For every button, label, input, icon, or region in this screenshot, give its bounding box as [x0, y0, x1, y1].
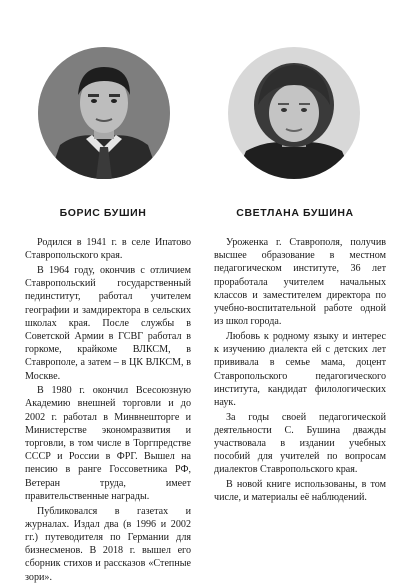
- bio-paragraph: За годы своей педагогической деятельности С. Бушина дважды участвовала в издании учебных пособий для учителей по вопросам диалектов Ставропольского края.: [214, 411, 386, 476]
- bio-paragraph: В 1964 году, окончив с отличием Ставропольский государственный пединститут, работал учителем географии и замдиректора в сельских школах края. После службы в Советской Армии в ГСВГ работал в горкоме, крайкоме ВЛКСМ, в Ставрополе, а затем – в ЦК ВЛКСМ, в Москве.: [25, 264, 191, 382]
- bio-paragraph: Любовь к родному языку и интерес к изучению диалекта ей с детских лет прививала в семье мама, доцент Ставропольского педагогического института, кандидат филологических наук.: [214, 330, 386, 408]
- bio-paragraph: Публиковался в газетах и журналах. Издал два (в 1996 и 2002 гг.) путеводителя по Германии для бизнесменов. В 2018 г. вышел его сборник стихов и рассказов «Степные зори».: [25, 505, 191, 583]
- portrait-boris: [38, 47, 170, 179]
- author-name-boris: БОРИС БУШИН: [59, 207, 147, 219]
- author-name-svetlana: СВЕТЛАНА БУШИНА: [236, 207, 354, 219]
- portrait-svetlana: [228, 47, 360, 179]
- bio-paragraph: В новой книге использованы, в том числе, и материалы её наблюдений.: [214, 479, 386, 504]
- bio-svetlana: [214, 236, 386, 506]
- bio-boris: [25, 236, 191, 585]
- bio-paragraph: Родился в 1941 г. в селе Ипатово Ставропольского края.: [25, 237, 191, 262]
- bio-paragraph: В 1980 г. окончил Всесоюзную Академию внешней торговли и до 2002 г. работал в Минвнешторге и Министерстве экономразвития и торговли, в том числе в Торгпредстве СССР и России в ФРГ. Вышел на пенсию в ранге Госсоветника РФ, Ветеран труда, имеет правительственные награды.: [25, 385, 191, 502]
- bio-paragraph: Уроженка г. Ставрополя, получив высшее образование в местном педагогическом институте, 36 лет проработала учителем начальных классов и заместителем директора по учебно-воспитательной работе одной из школ города.: [214, 237, 386, 328]
